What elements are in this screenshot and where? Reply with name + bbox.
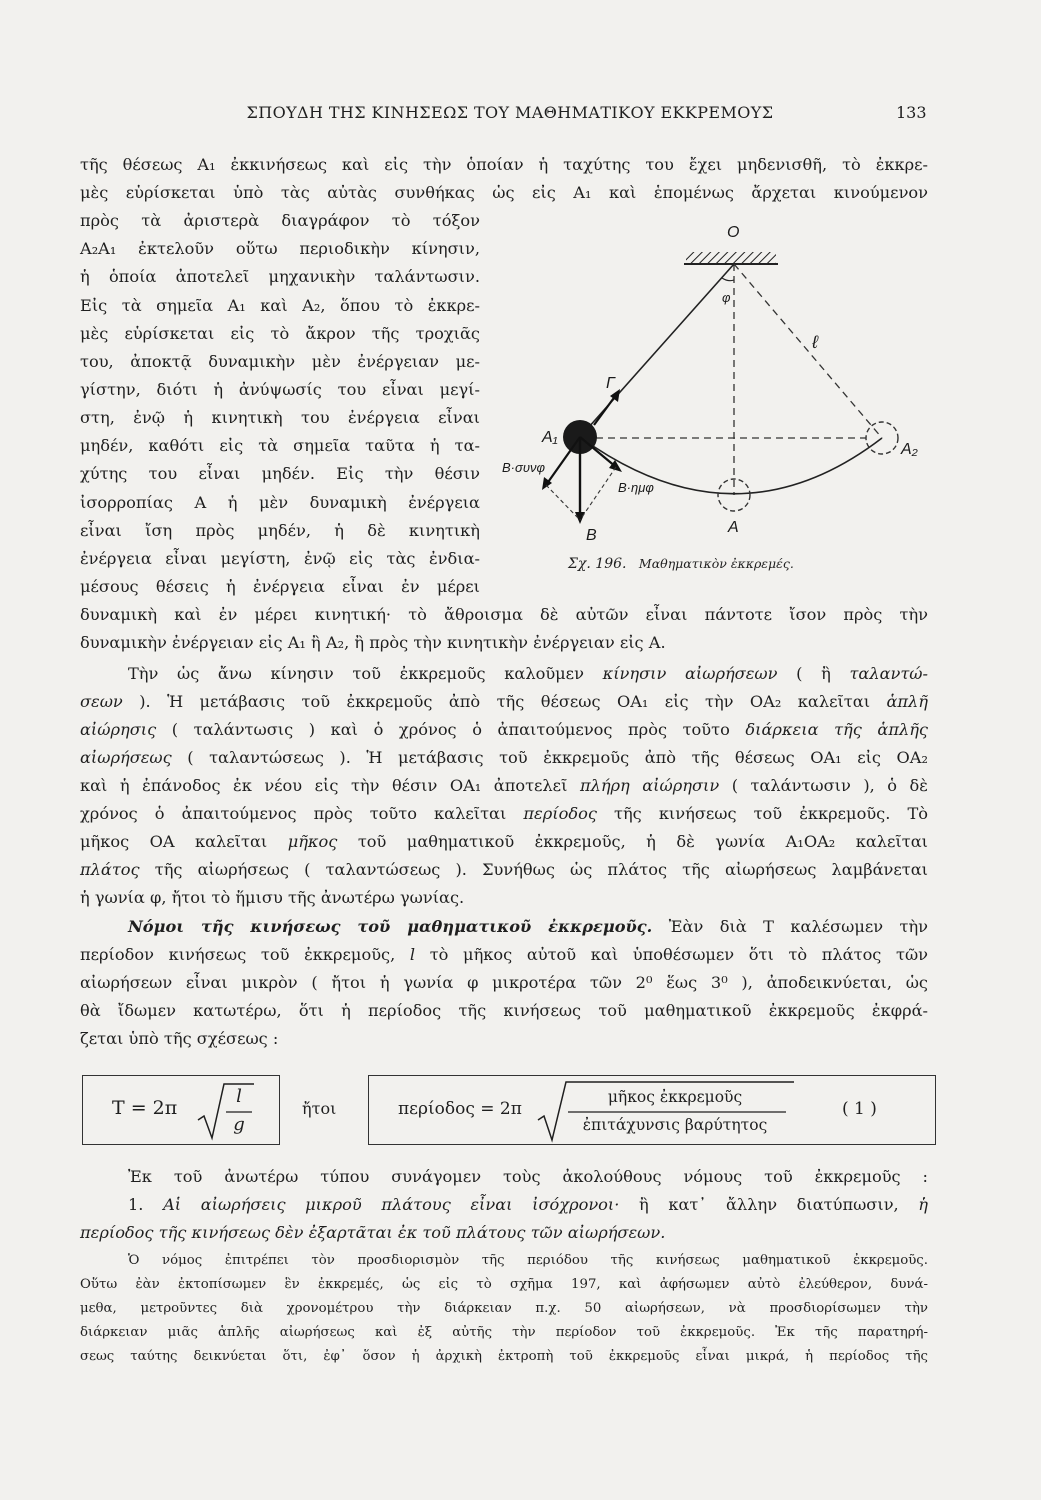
text-line — [80, 857, 928, 882]
text-span: ( ἢ — [796, 664, 831, 683]
small-line: διάρκειαν μιᾶς ἁπλῆς αἰωρήσεως καὶ ἐξ αὐτῆς τὴν περίοδον τοῦ ἐκκρεμοῦς. Ἐκ τῆς παρατηρή- — [80, 1325, 928, 1340]
running-title: ΣΠΟΥΔΗ ΤΗΣ ΚΙΝΗΣΕΩΣ ΤΟΥ ΜΑΘΗΜΑΤΙΚΟΥ ΕΚΚΡΕΜΟΥΣ — [246, 103, 774, 122]
label-A1: A₁ — [542, 429, 558, 446]
weight-arrowhead — [575, 512, 585, 524]
caption-number: Σχ. 196. — [568, 556, 627, 572]
text-span: χρόνος ὁ ἀπαιτούμενος πρὸς τοῦτο καλεῖται — [80, 804, 507, 823]
text-line: ἰσορροπίας A ἡ μὲν δυναμικὴ ἐνέργεια — [80, 493, 480, 512]
label-l: ℓ — [812, 332, 818, 352]
symbol-l: l — [409, 945, 416, 964]
text-span: Ἐὰν διὰ T καλέσωμεν τὴν — [668, 917, 929, 936]
formula-numerator: l — [236, 1086, 242, 1107]
text-line: ἐνέργεια εἶναι μεγίστη, ἐνῷ εἰς τὰς ἐνδια- — [80, 549, 480, 568]
label-A2: A₂ — [901, 441, 918, 458]
text-span: περίοδον κινήσεως τοῦ ἐκκρεμοῦς, — [80, 945, 396, 964]
text-line: δυναμικὴ καὶ ἐν μέρει κινητική· τὸ ἄθροισμα δὲ αὐτῶν εἶναι πάντοτε ἴσον πρὸς τὴν — [80, 605, 928, 624]
parallelogram-edge — [546, 485, 580, 520]
text-line: μηδέν, καθότι εἰς τὰ σημεῖα ταῦτα ἡ τα- — [80, 436, 480, 455]
term-oscillation: ταλαντώ- — [849, 664, 928, 683]
figure-caption — [568, 556, 794, 572]
text-span: τῆς αἰωρήσεως ( ταλαντώσεως ). Συνήθως ὡς πλάτος τῆς αἰωρήσεως λαμβάνεται — [154, 860, 928, 879]
term-length: μῆκος — [287, 832, 338, 851]
text-line — [80, 773, 928, 798]
label-Bsin: B·ημφ — [618, 480, 654, 495]
term-simple: ἁπλῆ — [886, 692, 928, 711]
text-span: ( ταλαντώσεως ). Ἡ μετάβασις τοῦ ἐκκρεμοῦς ἀπὸ τῆς θέσεως OA₁ εἰς OA₂ — [187, 748, 928, 767]
formula-denominator-words: ἐπιτάχυνσις βαρύτητος — [582, 1116, 768, 1134]
text-line: A₂A₁ ἐκτελοῦν οὕτω περιοδικὴν κίνησιν, — [80, 239, 480, 258]
ceiling-support — [686, 252, 776, 264]
label-gamma: Γ — [606, 375, 616, 392]
string-OA2 — [734, 264, 882, 438]
text-line — [80, 745, 928, 770]
text-span: ( ταλάντωσιν ), ὁ δὲ — [731, 776, 928, 795]
text-line: Ἐκ τοῦ ἀνωτέρω τύπου συνάγομεν τοὺς ἀκολούθους νόμους τοῦ ἐκκρεμοῦς : — [128, 1167, 928, 1186]
small-line: Ὁ νόμος ἐπιτρέπει τὸν προσδιορισμὸν τῆς περιόδου τῆς κινήσεως μαθηματικοῦ ἐκκρεμοῦς. — [128, 1253, 928, 1268]
text-line: χύτης του εἶναι μηδέν. Εἰς τὴν θέσιν — [80, 464, 480, 483]
text-line: μὲς εὑρίσκεται ὑπὸ τὰς αὐτὰς συνθήκας ὡς εἰς A₁ καὶ ἑπομένως ἄρχεται κινούμενον — [80, 183, 928, 202]
term-oscillation-end: σεων — [80, 692, 123, 711]
text-span: τῆς κινήσεως τοῦ ἐκκρεμοῦς. Τὸ — [614, 804, 928, 823]
formula-conjunction: ἤτοι — [302, 1099, 337, 1118]
text-span: ἡ — [918, 1195, 928, 1214]
law-statement: Αἱ αἰωρήσεις μικροῦ πλάτους εἶναι ἰσόχρονοι· — [163, 1195, 620, 1214]
text-line — [128, 914, 928, 939]
text-line: μέσους θέσεις ἡ ἐνέργεια εἶναι ἐν μέρει — [80, 577, 480, 596]
text-line: τῆς θέσεως A₁ ἐκκινήσεως καὶ εἰς τὴν ὁποίαν ἡ ταχύτης του ἔχει μηδενισθῆ, τὸ ἐκκρε- — [80, 155, 928, 174]
text-line — [128, 661, 928, 686]
small-line: μεθα, μετροῦντες διὰ χρονομέτρου τὴν διάρκειαν π.χ. 50 αἰωρήσεων, νὰ προσδιορίσωμεν τὴν — [80, 1301, 928, 1316]
text-span: τοῦ μαθηματικοῦ ἐκκρεμοῦς, ἡ δὲ γωνία A₁OA₂ καλεῖται — [357, 832, 928, 851]
text-line: του, ἀποκτᾷ δυναμικὴν μὲν ἐνέργειαν με- — [80, 352, 480, 371]
text-line: θὰ ἴδωμεν κατωτέρω, ὅτι ἡ περίοδος τῆς κινήσεως τοῦ μαθηματικοῦ ἐκκρεμοῦς ἐκφρά- — [80, 1001, 928, 1020]
text-line: γίστην, διότι ἡ ἀνύψωσίς του εἶναι μεγί- — [80, 380, 480, 399]
velocity-vector — [594, 395, 616, 425]
term-amplitude: πλάτος — [80, 860, 140, 879]
term-swinging-motion: κίνησιν αἰωρήσεων — [602, 664, 778, 683]
text-line — [80, 829, 928, 854]
text-span: καὶ ἡ ἐπάνοδος ἐκ νέου εἰς τὴν θέσιν OA₁ ἀποτελεῖ — [80, 776, 568, 795]
text-line: ἡ γωνία φ, ἤτοι τὸ ἥμισυ τῆς ἀνωτέρω γωνίας. — [80, 888, 465, 907]
label-Bcos: B·συνφ — [502, 460, 545, 475]
text-line: ἡ ὁποία ἀποτελεῖ μηχανικὴν ταλάντωσιν. — [80, 267, 480, 286]
formula-denominator: g — [233, 1114, 245, 1135]
formula-numerator-words: μῆκος ἐκκρεμοῦς — [607, 1088, 743, 1106]
text-span: ἢ κατ᾽ ἄλλην διατύπωσιν, — [639, 1195, 899, 1214]
text-span: ). Ἡ μετάβασις τοῦ ἐκκρεμοῦς ἀπὸ τῆς θέσεως OA₁ εἰς τὴν OA₂ καλεῖται — [139, 692, 871, 711]
label-A: A — [728, 519, 739, 536]
text-line — [128, 1192, 928, 1217]
formula-number: ( 1 ) — [842, 1099, 877, 1119]
caption-text: Μαθηματικὸν ἐκκρεμές. — [638, 556, 794, 571]
term-full-swing: πλήρη αἰώρησιν — [579, 776, 720, 795]
term-swing: αἰώρησις — [80, 720, 157, 739]
text-span: ( ταλάντωσις ) καὶ ὁ χρόνος ὁ ἀπαιτούμενος πρὸς τοῦτο — [171, 720, 730, 739]
label-B: B — [586, 527, 597, 544]
formula-lhs-words: περίοδος = 2π — [398, 1099, 522, 1119]
text-span: μῆκος OA καλεῖται — [80, 832, 268, 851]
label-phi: φ — [722, 290, 731, 305]
text-line: Εἰς τὰ σημεῖα A₁ καὶ A₂, ὅπου τὸ ἐκκρε- — [80, 296, 480, 315]
text-span: τὸ μῆκος αὐτοῦ καὶ ὑποθέσωμεν ὅτι τὸ πλάτος τῶν — [429, 945, 929, 964]
text-line — [80, 717, 928, 742]
term-swing: αἰωρήσεως — [80, 748, 172, 767]
text-line: αἰωρήσεων εἶναι μικρὸν ( ἤτοι ἡ γωνία φ μικροτέρα τῶν 2⁰ ἕως 3⁰ ), ἀποδεικνύεται, ὡς — [80, 973, 928, 992]
term-period: περίοδος — [523, 804, 597, 823]
text-span: Τὴν ὡς ἄνω κίνησιν τοῦ ἐκκρεμοῦς καλοῦμεν — [128, 664, 584, 683]
small-line: Οὕτω ἐὰν ἐκτοπίσωμεν ἓν ἐκκρεμές, ὡς εἰς τὸ σχῆμα 197, καὶ ἀφήσωμεν αὐτὸ ἐλεύθερον, δυνά- — [80, 1277, 928, 1292]
page-number: 133 — [896, 103, 927, 122]
text-line: ζεται ὑπὸ τῆς σχέσεως : — [80, 1029, 279, 1048]
small-line: σεως ταύτης δεικνύεται ὅτι, ἐφ᾽ ὅσον ἡ ἀρχικὴ ἐκτροπὴ τοῦ ἐκκρεμοῦς εἶναι μικρά, ἡ περίοδος τῆς — [80, 1349, 928, 1364]
text-line — [80, 942, 928, 967]
text-line: στη, ἐνῷ ἡ κινητικὴ του ἐνέργεια εἶναι — [80, 408, 480, 427]
text-line: περίοδος τῆς κινήσεως δὲν ἐξαρτᾶται ἐκ τοῦ πλάτους τῶν αἰωρήσεων. — [80, 1223, 666, 1242]
pendulum-figure — [496, 220, 916, 560]
term-duration: διάρκεια τῆς ἁπλῆς — [745, 720, 928, 739]
text-line: πρὸς τὰ ἀριστερὰ διαγράφον τὸ τόξον — [80, 211, 480, 230]
text-line: εἶναι ἴση πρὸς μηδέν, ἡ δὲ κινητικὴ — [80, 521, 480, 540]
text-line: μὲς εὑρίσκεται εἰς τὸ ἄκρον τῆς τροχιᾶς — [80, 324, 480, 343]
text-line — [80, 801, 928, 826]
parallelogram-edge — [580, 467, 616, 520]
section-heading: Νόμοι τῆς κινήσεως τοῦ μαθηματικοῦ ἐκκρεμοῦς. — [128, 917, 653, 936]
list-number: 1. — [128, 1195, 144, 1214]
formula-lhs: T = 2π — [112, 1097, 178, 1119]
angle-arc — [722, 278, 734, 281]
text-line — [80, 689, 928, 714]
text-line: δυναμικὴν ἐνέργειαν εἰς A₁ ἢ A₂, ἢ πρὸς τὴν κινητικὴν ἐνέργειαν εἰς A. — [80, 633, 666, 652]
label-O: O — [727, 224, 740, 241]
